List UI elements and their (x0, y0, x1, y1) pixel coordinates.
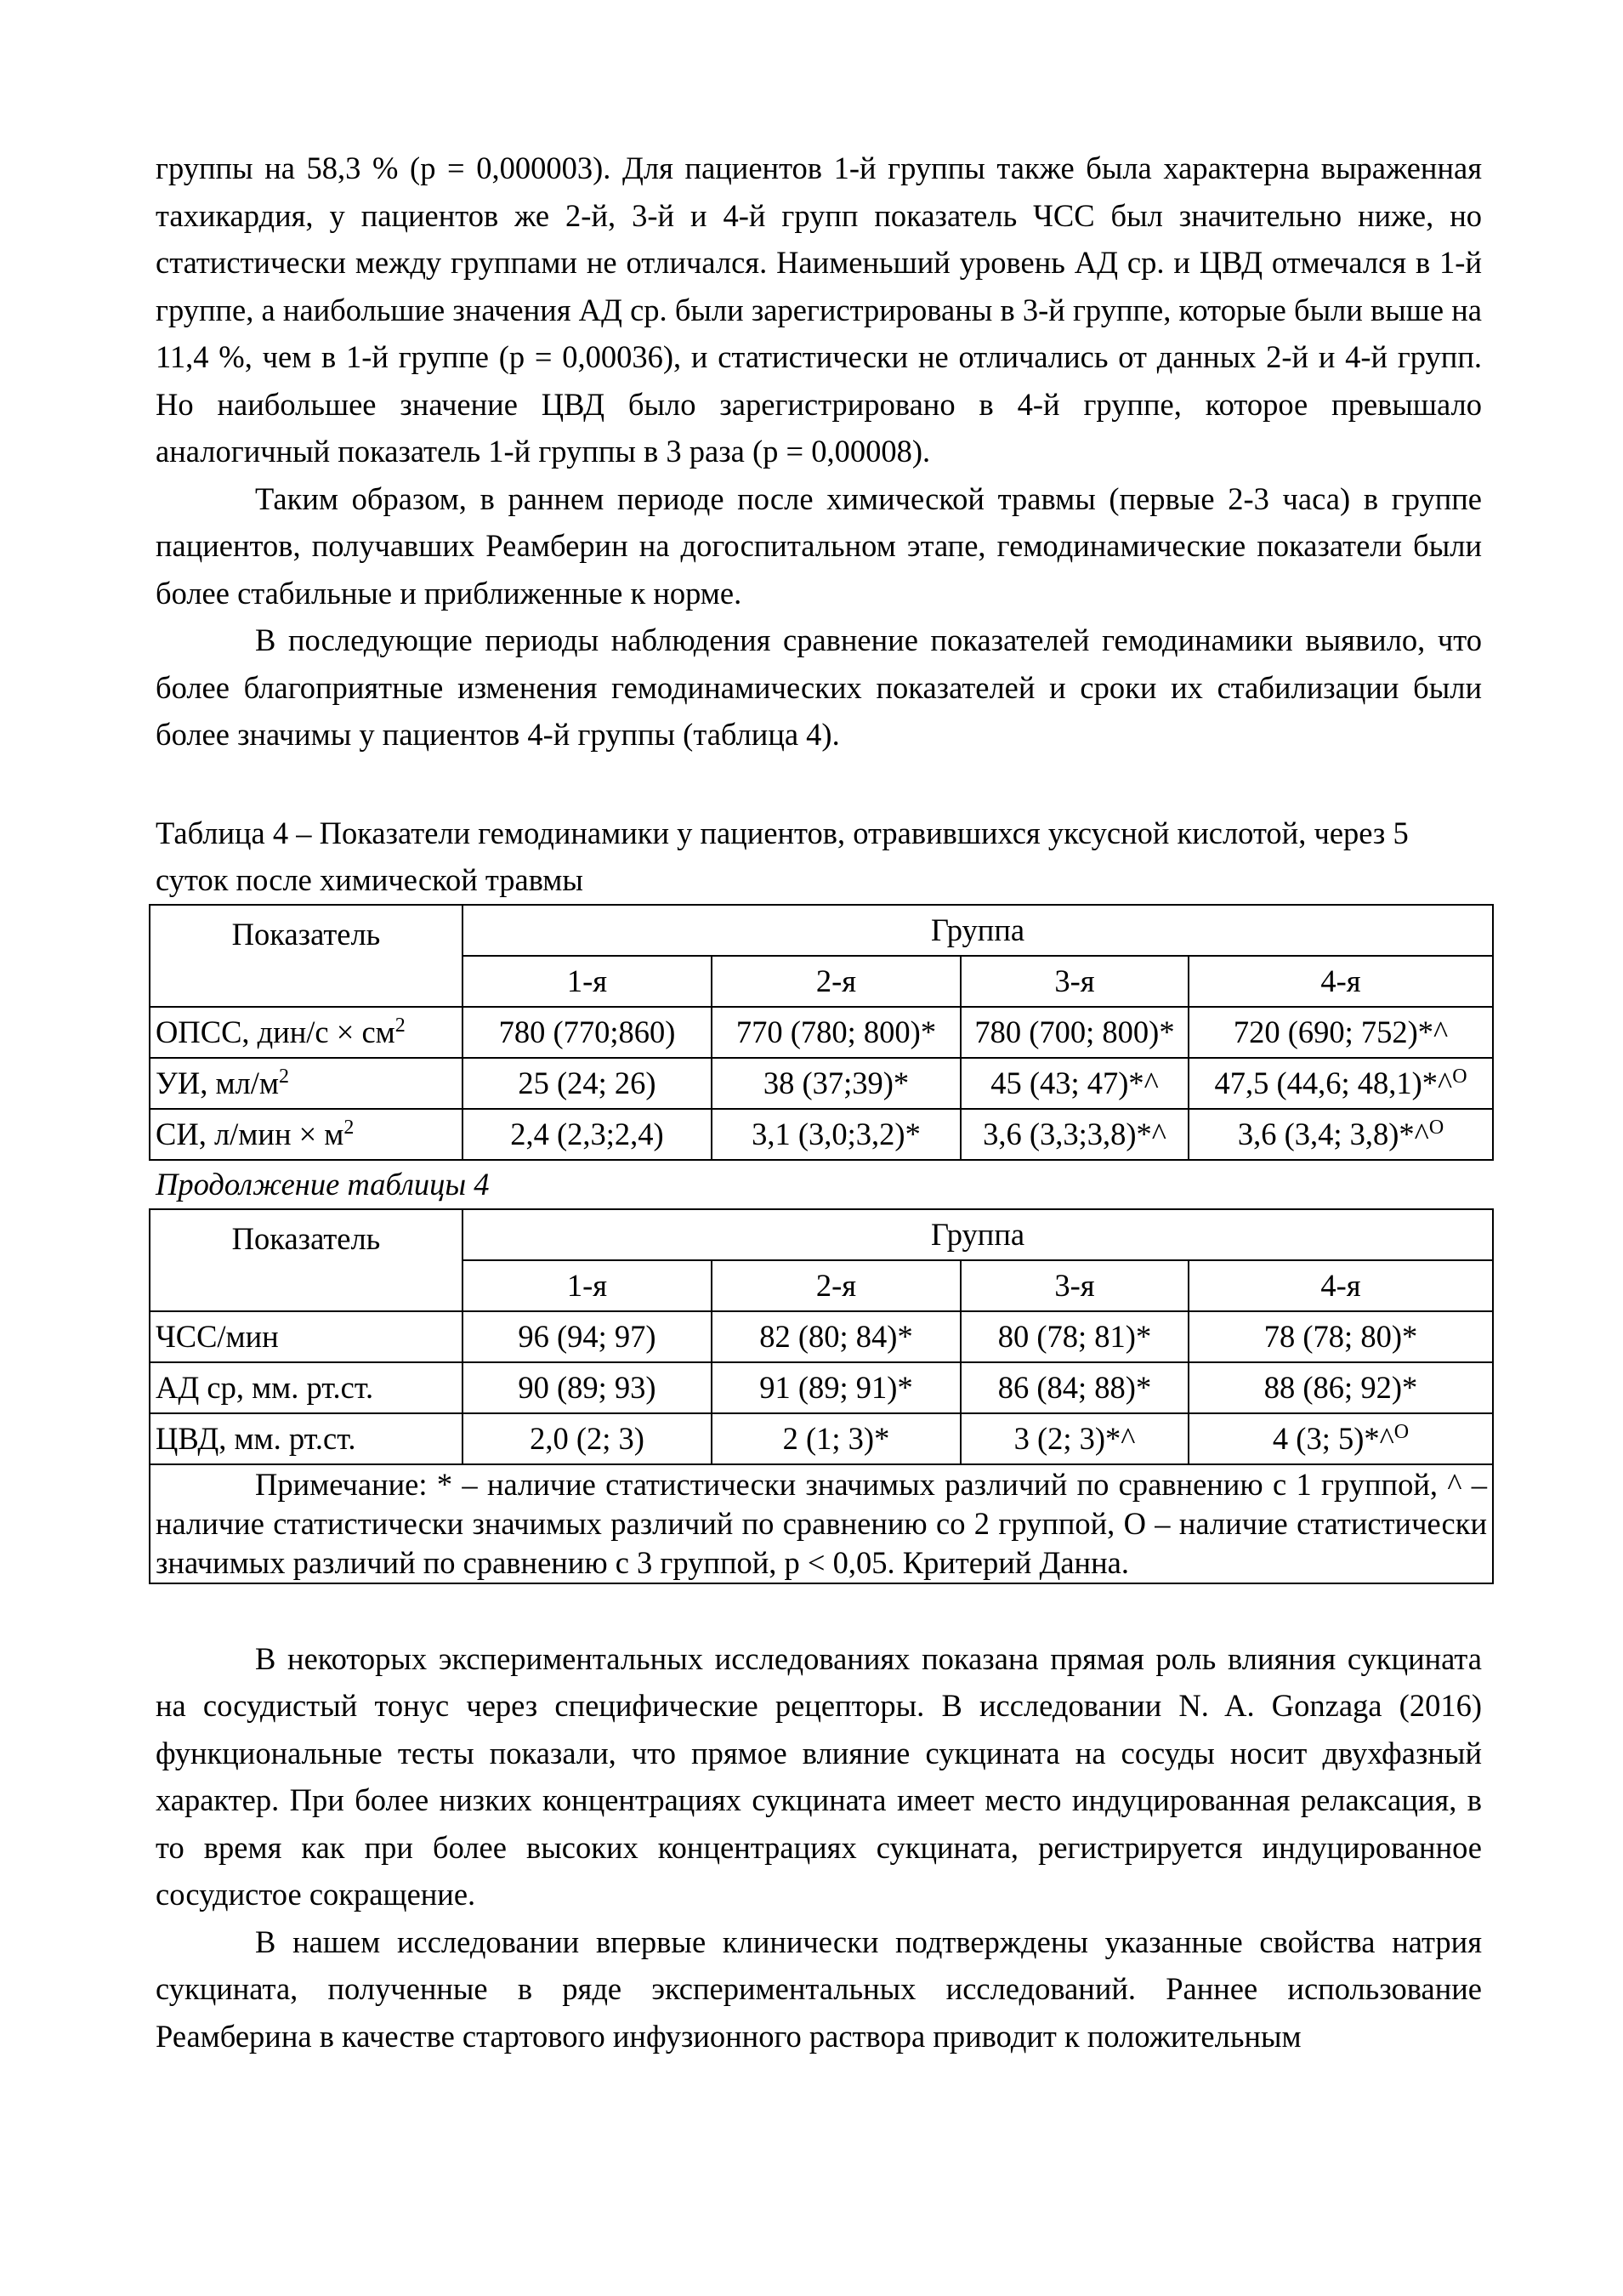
table-cell: 2,4 (2,3;2,4) (462, 1109, 712, 1160)
table-cell: 47,5 (44,6; 48,1)*^$^O$ (1189, 1058, 1493, 1109)
row-label: ЧСС/мин (150, 1311, 462, 1362)
table-cell: 2 (1; 3)* (712, 1413, 961, 1464)
table-note: Примечание: * – наличие статистически значимых различий по сравнению с 1 группой, ^ – наличие статистически значимых различий по сравнению со 2 группой, О – наличие статистически значимых различий по сравнению с 3 группой, р < 0,05. Критерий Данна. (150, 1464, 1493, 1583)
table-cell: 86 (84; 88)* (961, 1362, 1189, 1413)
hemodynamics-table (149, 904, 1494, 1161)
paragraph-our-study: В нашем исследовании впервые клинически подтверждены указанные свойства натрия сукцината, полученные в ряде экспериментальных исследований. Раннее использование Реамберина в качестве стартового инфузионного раствора приводит к положительным (156, 1924, 1482, 2054)
table-cell: 780 (770;860) (462, 1007, 712, 1058)
paragraph-experimental-studies: В некоторых экспериментальных исследованиях показана прямая роль влияния сукцината на сосудистый тонус через специфические рецепторы. В исследовании N. A. Gonzaga (2016) функциональные тесты показали, что прямое влияние сукцината на сосуды носит двухфазный характер. При более низких концентрациях сукцината имеет место индуцированная релаксация, в то время как при более высоких концентрациях сукцината, регистрируется индуцированное сосудистое сокращение. (156, 1640, 1482, 1912)
table-cell: 91 (89; 91)* (712, 1362, 961, 1413)
group-header-4: 4-я (1189, 1260, 1493, 1311)
table-cell: 3,6 (3,4; 3,8)*^$^O$ (1189, 1109, 1493, 1160)
table-caption: Таблица 4 – Показатели гемодинамики у пациентов, отравившихся уксусной кислотой, через 5 суток после химической травмы (156, 815, 1409, 897)
paragraph-later-periods: В последующие периоды наблюдения сравнение показателей гемодинамики выявило, что более благоприятные изменения гемодинамических показателей и сроки их стабилизации были более значимы у пациентов 4-й группы (таблица 4). (156, 622, 1482, 752)
table-continuation-label: Продолжение таблицы 4 (156, 1166, 490, 1202)
table-note-row (150, 1464, 1493, 1583)
table-cell: 80 (78; 81)* (961, 1311, 1189, 1362)
table-row (150, 1007, 1493, 1058)
group-header-3: 3-я (961, 956, 1189, 1007)
table-cell: 45 (43; 47)*^ (961, 1058, 1189, 1109)
table-cell: 2,0 (2; 3) (462, 1413, 712, 1464)
group-header-4: 4-я (1189, 956, 1493, 1007)
column-header-group: Группа (462, 905, 1493, 956)
table-cell: 720 (690; 752)*^ (1189, 1007, 1493, 1058)
table-cell: 780 (700; 800)* (961, 1007, 1189, 1058)
table-cell: 38 (37;39)* (712, 1058, 961, 1109)
row-label: СИ, $л/мин \times м^2$ (150, 1109, 462, 1160)
column-header-group: Группа (462, 1209, 1493, 1260)
paragraph-conclusion-early: Таким образом, в раннем периоде после химической травмы (первые 2-3 часа) в группе пациентов, получавших Реамберин на догоспитальном этапе, гемодинамические показатели были более стабильные и приближенные к норме. (156, 480, 1482, 611)
table-cell: 770 (780; 800)* (712, 1007, 961, 1058)
group-header-1: 1-я (462, 1260, 712, 1311)
table-row (150, 1311, 1493, 1362)
row-label: АД ср, мм. рт.ст. (150, 1362, 462, 1413)
table-cell: 88 (86; 92)* (1189, 1362, 1493, 1413)
document-page (156, 145, 1488, 2060)
table-header-row (150, 905, 1493, 956)
table-cell: 82 (80; 84)* (712, 1311, 961, 1362)
table-cell: 78 (78; 80)* (1189, 1311, 1493, 1362)
table-cell: 3,1 (3,0;3,2)* (712, 1109, 961, 1160)
group-header-3: 3-я (961, 1260, 1189, 1311)
table-row (150, 1362, 1493, 1413)
row-label: ЦВД, мм. рт.ст. (150, 1413, 462, 1464)
column-header-indicator: Показатель (150, 905, 462, 1007)
table-row (150, 1058, 1493, 1109)
paragraph-results: группы на 58,3 % (р = 0,000003). Для пациентов 1-й группы также была характерна выраженная тахикардия, у пациентов же 2-й, 3-й и 4-й групп показатель ЧСС был значительно ниже, но статистически между группами не отличался. Наименьший уровень АД ср. и ЦВД отмечался в 1-й группе, а наибольшие значения АД ср. были зарегистрированы в 3-й группе, которые были выше на 11,4 %, чем в 1-й группе (р = 0,00036), и статистически не отличались от данных 2-й и 4-й групп. Но наибольшее значение ЦВД было зарегистрировано в 4-й группе, которое превышало аналогичный показатель 1-й группы в 3 раза (р = 0,00008). (156, 151, 1482, 469)
table-cell: 25 (24; 26) (462, 1058, 712, 1109)
table-row (150, 1109, 1493, 1160)
row-label: ОПСС, $дин/с \times см^2$ (150, 1007, 462, 1058)
table-header-row (150, 1209, 1493, 1260)
table-cell: 3 (2; 3)*^ (961, 1413, 1189, 1464)
hemodynamics-table-continued (149, 1208, 1494, 1584)
row-label: УИ, $мл/м^2$ (150, 1058, 462, 1109)
table-cell: 90 (89; 93) (462, 1362, 712, 1413)
group-header-2: 2-я (712, 956, 961, 1007)
table-cell: 4 (3; 5)*^$^O$ (1189, 1413, 1493, 1464)
table-cell: 3,6 (3,3;3,8)*^ (961, 1109, 1189, 1160)
column-header-indicator: Показатель (150, 1209, 462, 1311)
table-cell: 96 (94; 97) (462, 1311, 712, 1362)
group-header-1: 1-я (462, 956, 712, 1007)
table-row (150, 1413, 1493, 1464)
group-header-2: 2-я (712, 1260, 961, 1311)
